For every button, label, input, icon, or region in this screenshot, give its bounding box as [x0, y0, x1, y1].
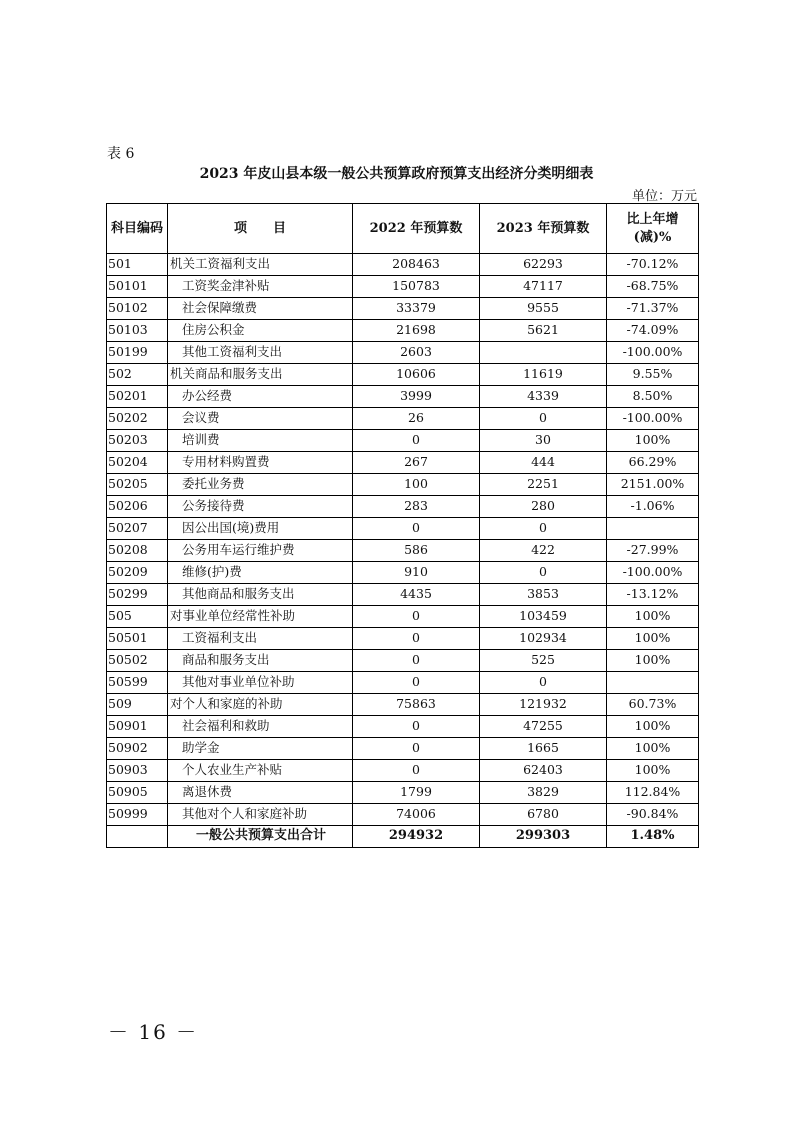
cell-change: 100%	[607, 760, 699, 782]
cell-2022: 100	[353, 474, 480, 496]
cell-2023: 102934	[480, 628, 607, 650]
cell-2022: 0	[353, 628, 480, 650]
cell-2022: 0	[353, 760, 480, 782]
cell-item: 其他对事业单位补助	[168, 672, 353, 694]
cell-2023: 0	[480, 672, 607, 694]
cell-change: 2151.00%	[607, 474, 699, 496]
cell-code: 50203	[107, 430, 168, 452]
cell-2022: 33379	[353, 298, 480, 320]
cell-item: 其他工资福利支出	[168, 342, 353, 364]
cell-code: 502	[107, 364, 168, 386]
cell-2022: 1799	[353, 782, 480, 804]
cell-code: 50903	[107, 760, 168, 782]
cell-code: 50901	[107, 716, 168, 738]
cell-change: -68.75%	[607, 276, 699, 298]
table-row	[107, 540, 699, 562]
total-code	[107, 826, 168, 848]
cell-2023: 3853	[480, 584, 607, 606]
header-code: 科目编码	[107, 204, 168, 254]
cell-change: 112.84%	[607, 782, 699, 804]
page-number: － 16 －	[108, 1020, 199, 1044]
cell-item: 住房公积金	[168, 320, 353, 342]
table-row	[107, 650, 699, 672]
cell-code: 50905	[107, 782, 168, 804]
cell-change: 100%	[607, 628, 699, 650]
cell-2023: 103459	[480, 606, 607, 628]
page-title: 2023 年皮山县本级一般公共预算政府预算支出经济分类明细表	[199, 166, 594, 182]
header-change-line2: (减)%	[633, 229, 672, 245]
table-row	[107, 760, 699, 782]
cell-item: 维修(护)费	[168, 562, 353, 584]
header-2023: 2023 年预算数	[480, 204, 607, 254]
cell-item: 其他对个人和家庭补助	[168, 804, 353, 826]
cell-code: 505	[107, 606, 168, 628]
cell-change: -90.84%	[607, 804, 699, 826]
cell-2023: 62293	[480, 254, 607, 276]
cell-code: 501	[107, 254, 168, 276]
cell-item: 办公经费	[168, 386, 353, 408]
cell-item: 个人农业生产补贴	[168, 760, 353, 782]
cell-code: 50205	[107, 474, 168, 496]
unit-label: 单位：万元	[631, 189, 697, 204]
cell-item: 机关工资福利支出	[168, 254, 353, 276]
cell-2023: 0	[480, 408, 607, 430]
cell-2023: 6780	[480, 804, 607, 826]
cell-code: 50101	[107, 276, 168, 298]
table-row	[107, 276, 699, 298]
cell-code: 50202	[107, 408, 168, 430]
cell-2022: 26	[353, 408, 480, 430]
cell-2023: 3829	[480, 782, 607, 804]
table-row	[107, 628, 699, 650]
cell-2022: 910	[353, 562, 480, 584]
budget-table	[106, 203, 699, 848]
cell-code: 50201	[107, 386, 168, 408]
cell-2022: 0	[353, 518, 480, 540]
cell-change: 100%	[607, 738, 699, 760]
table-row	[107, 694, 699, 716]
cell-code: 50599	[107, 672, 168, 694]
cell-item: 培训费	[168, 430, 353, 452]
cell-2022: 3999	[353, 386, 480, 408]
table-row	[107, 606, 699, 628]
cell-2023: 4339	[480, 386, 607, 408]
cell-2022: 2603	[353, 342, 480, 364]
cell-item: 社会保障缴费	[168, 298, 353, 320]
cell-item: 公务用车运行维护费	[168, 540, 353, 562]
cell-2022: 0	[353, 606, 480, 628]
cell-2023: 30	[480, 430, 607, 452]
cell-2023: 1665	[480, 738, 607, 760]
header-change	[607, 204, 699, 254]
cell-item: 委托业务费	[168, 474, 353, 496]
cell-change	[607, 672, 699, 694]
cell-2022: 74006	[353, 804, 480, 826]
cell-item: 专用材料购置费	[168, 452, 353, 474]
table-row	[107, 804, 699, 826]
cell-change: 60.73%	[607, 694, 699, 716]
cell-change: -27.99%	[607, 540, 699, 562]
cell-change: 100%	[607, 430, 699, 452]
cell-code: 50208	[107, 540, 168, 562]
header-2022: 2022 年预算数	[353, 204, 480, 254]
cell-change: -1.06%	[607, 496, 699, 518]
total-change: 1.48%	[607, 826, 699, 848]
cell-change: 9.55%	[607, 364, 699, 386]
cell-item: 工资奖金津补贴	[168, 276, 353, 298]
cell-item: 离退休费	[168, 782, 353, 804]
cell-item: 公务接待费	[168, 496, 353, 518]
cell-2023: 11619	[480, 364, 607, 386]
cell-2023: 444	[480, 452, 607, 474]
cell-code: 50209	[107, 562, 168, 584]
cell-2023	[480, 342, 607, 364]
cell-2023: 0	[480, 518, 607, 540]
table-row	[107, 298, 699, 320]
cell-2022: 0	[353, 430, 480, 452]
table-row	[107, 716, 699, 738]
table-row	[107, 342, 699, 364]
table-row	[107, 408, 699, 430]
cell-item: 助学金	[168, 738, 353, 760]
cell-item: 工资福利支出	[168, 628, 353, 650]
table-body	[107, 254, 699, 826]
cell-code: 50501	[107, 628, 168, 650]
total-2022: 294932	[353, 826, 480, 848]
table-row	[107, 584, 699, 606]
cell-2023: 2251	[480, 474, 607, 496]
cell-code: 50207	[107, 518, 168, 540]
cell-change: -100.00%	[607, 408, 699, 430]
cell-2022: 283	[353, 496, 480, 518]
cell-2022: 267	[353, 452, 480, 474]
cell-2022: 0	[353, 650, 480, 672]
cell-code: 50103	[107, 320, 168, 342]
cell-2023: 280	[480, 496, 607, 518]
cell-item: 会议费	[168, 408, 353, 430]
cell-item: 其他商品和服务支出	[168, 584, 353, 606]
table-row	[107, 386, 699, 408]
cell-change	[607, 518, 699, 540]
cell-code: 50299	[107, 584, 168, 606]
cell-code: 50102	[107, 298, 168, 320]
table-row	[107, 738, 699, 760]
cell-item: 机关商品和服务支出	[168, 364, 353, 386]
cell-change: 100%	[607, 606, 699, 628]
cell-change: 100%	[607, 650, 699, 672]
table-row	[107, 474, 699, 496]
cell-2022: 75863	[353, 694, 480, 716]
cell-2022: 586	[353, 540, 480, 562]
cell-item: 社会福利和救助	[168, 716, 353, 738]
table-row	[107, 496, 699, 518]
cell-2022: 10606	[353, 364, 480, 386]
cell-code: 50204	[107, 452, 168, 474]
cell-2023: 47117	[480, 276, 607, 298]
cell-code: 50999	[107, 804, 168, 826]
table-row	[107, 364, 699, 386]
cell-code: 50502	[107, 650, 168, 672]
table-row	[107, 430, 699, 452]
cell-item: 对个人和家庭的补助	[168, 694, 353, 716]
cell-2022: 0	[353, 716, 480, 738]
cell-2023: 47255	[480, 716, 607, 738]
cell-change: -71.37%	[607, 298, 699, 320]
cell-2022: 0	[353, 672, 480, 694]
cell-2022: 4435	[353, 584, 480, 606]
table-row	[107, 452, 699, 474]
header-row	[107, 204, 699, 254]
cell-2023: 9555	[480, 298, 607, 320]
total-2023: 299303	[480, 826, 607, 848]
cell-change: -100.00%	[607, 562, 699, 584]
cell-change: 66.29%	[607, 452, 699, 474]
cell-code: 50902	[107, 738, 168, 760]
total-row	[107, 826, 699, 848]
header-item: 项 目	[168, 204, 353, 254]
table-label: 表 6	[107, 146, 135, 162]
total-label: 一般公共预算支出合计	[168, 826, 353, 848]
cell-change: -74.09%	[607, 320, 699, 342]
cell-2023: 62403	[480, 760, 607, 782]
cell-change: 100%	[607, 716, 699, 738]
cell-2022: 208463	[353, 254, 480, 276]
cell-item: 对事业单位经常性补助	[168, 606, 353, 628]
cell-change: -70.12%	[607, 254, 699, 276]
cell-item: 因公出国(境)费用	[168, 518, 353, 540]
cell-change: -100.00%	[607, 342, 699, 364]
cell-2023: 525	[480, 650, 607, 672]
cell-code: 50206	[107, 496, 168, 518]
cell-code: 509	[107, 694, 168, 716]
table-row	[107, 320, 699, 342]
table-row	[107, 782, 699, 804]
cell-2022: 21698	[353, 320, 480, 342]
table-row	[107, 254, 699, 276]
table-row	[107, 518, 699, 540]
cell-2022: 0	[353, 738, 480, 760]
cell-change: 8.50%	[607, 386, 699, 408]
table-row	[107, 562, 699, 584]
table-row	[107, 672, 699, 694]
cell-item: 商品和服务支出	[168, 650, 353, 672]
cell-2023: 0	[480, 562, 607, 584]
header-change-line1: 比上年增	[626, 211, 679, 227]
cell-2023: 422	[480, 540, 607, 562]
cell-2023: 5621	[480, 320, 607, 342]
cell-2023: 121932	[480, 694, 607, 716]
cell-change: -13.12%	[607, 584, 699, 606]
cell-2022: 150783	[353, 276, 480, 298]
cell-code: 50199	[107, 342, 168, 364]
